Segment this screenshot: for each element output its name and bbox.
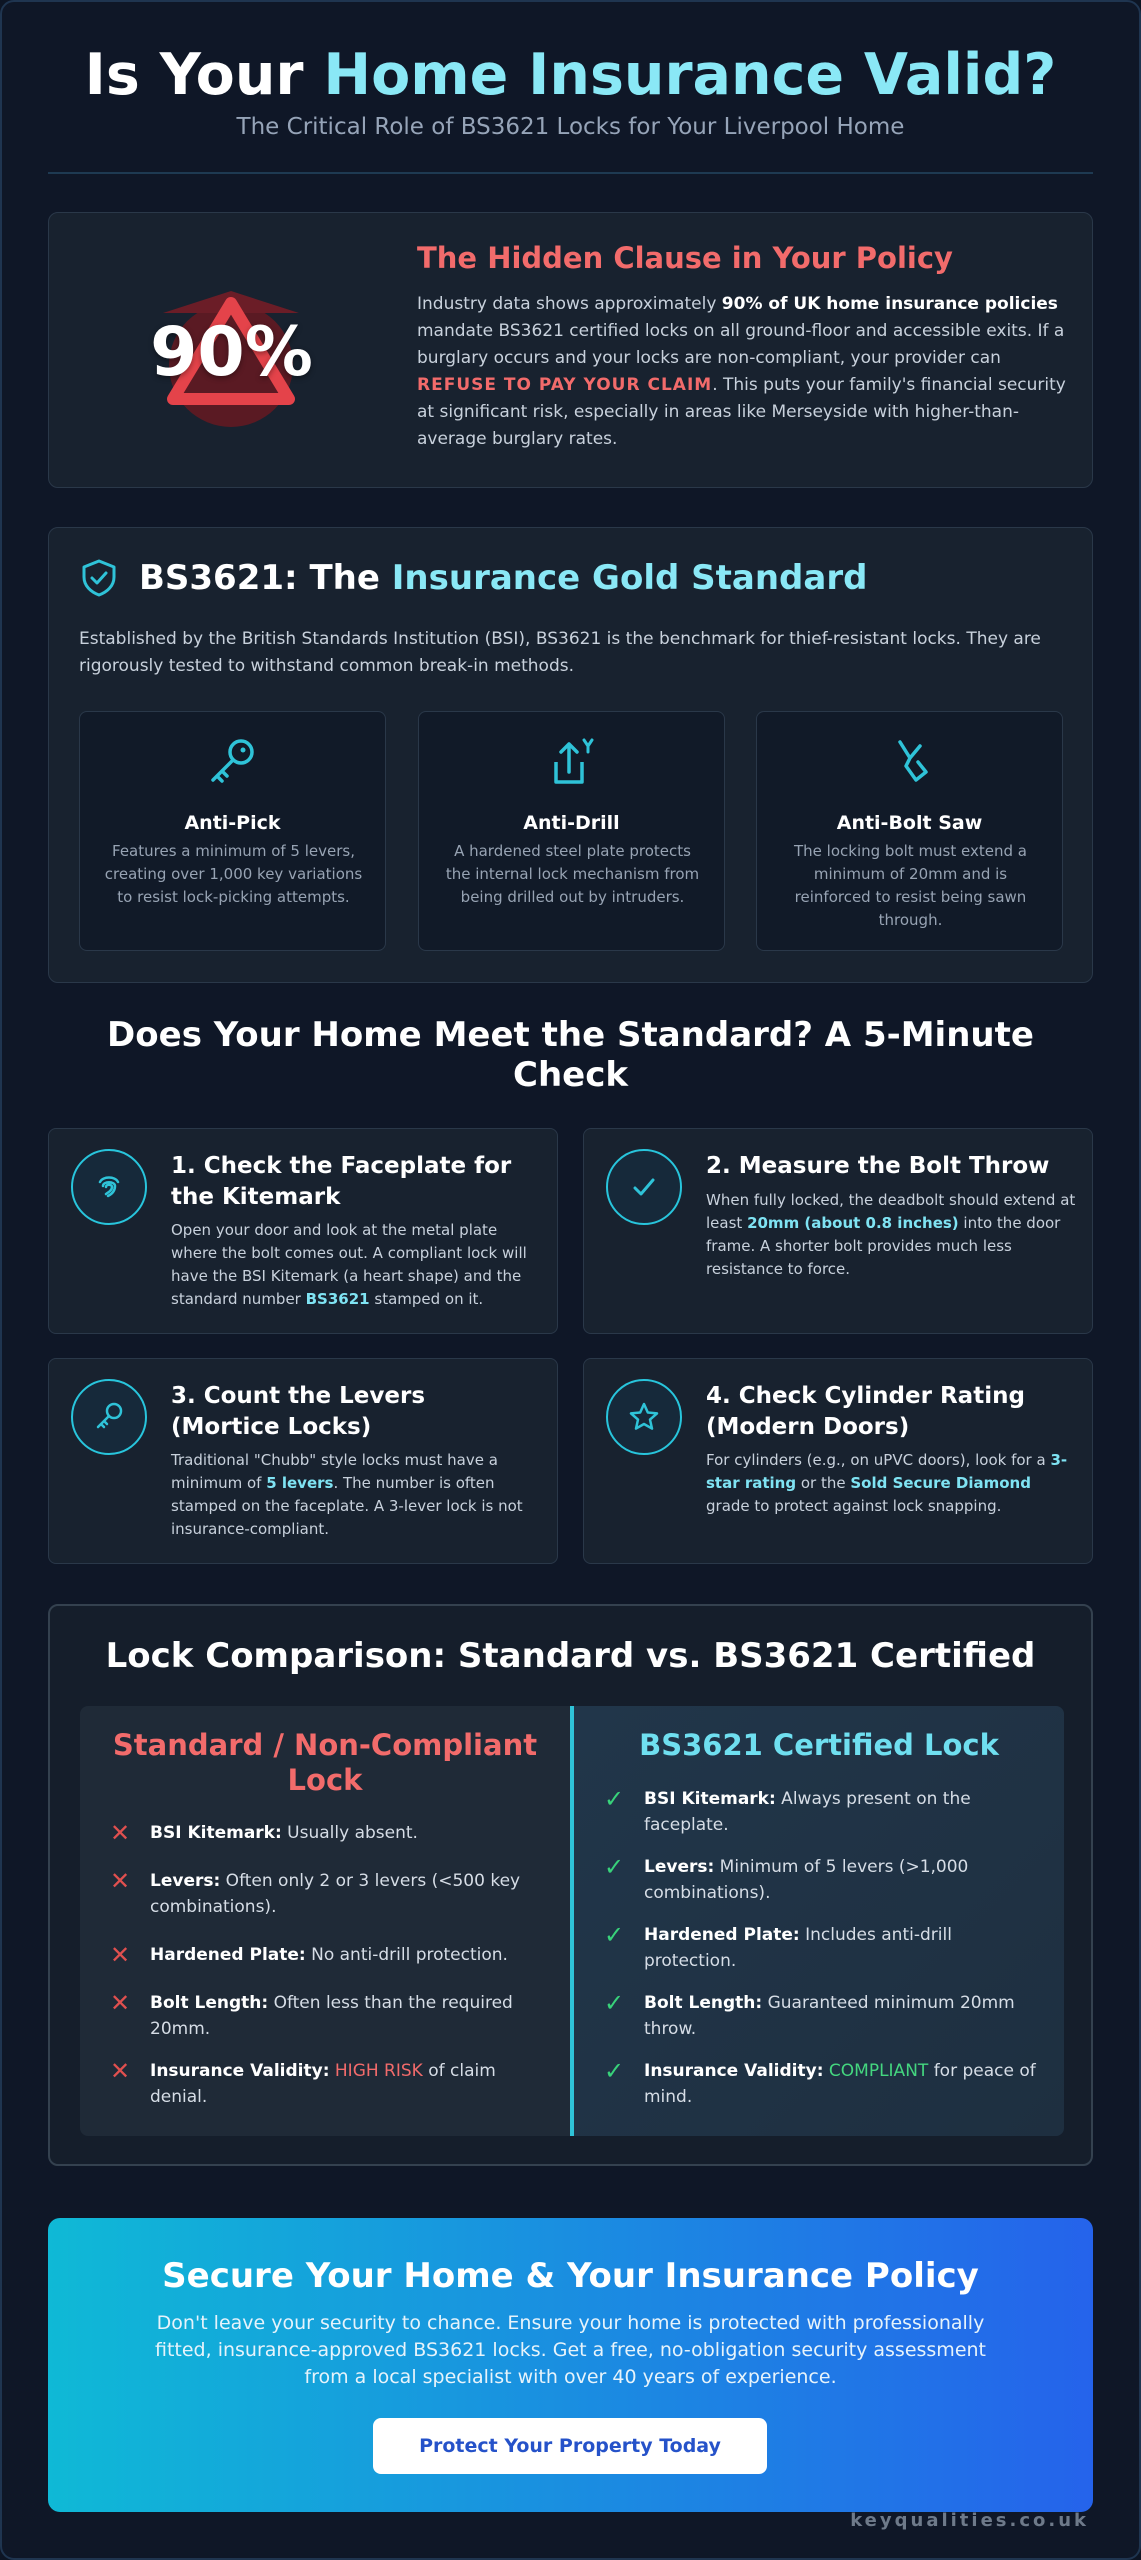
page-subtitle: The Critical Role of BS3621 Locks for Your Liverpool Home <box>236 114 905 140</box>
page-title: Is Your Home Insurance Valid? <box>84 42 1057 108</box>
protect-property-button[interactable]: Protect Your Property Today <box>373 2418 767 2474</box>
saw-icon <box>880 732 940 792</box>
drill-icon <box>542 732 602 792</box>
step-icon-circle <box>606 1379 682 1455</box>
cta-title: Secure Your Home & Your Insurance Policy <box>162 2256 979 2296</box>
bs3621-intro: Established by the British Standards Institution (BSI), BS3621 is the benchmark for thief-resistant locks. They are rigorously tested to withstand common break-in methods. <box>79 629 1041 676</box>
step-title: 1. Check the Faceplate for the Kitemark <box>171 1153 512 1210</box>
comparison-row: ✕ Insurance Validity: HIGH RISK of claim denial. <box>110 2058 550 2110</box>
step-text: When fully locked, the deadbolt should extend at least 20mm (about 0.8 inches) into the door frame. A shorter bolt provides much less resistance to force. <box>706 1191 1076 1278</box>
feature-title: Anti-Pick <box>184 812 281 834</box>
standard-lock-column <box>80 1706 570 2136</box>
cross-icon: ✕ <box>110 1941 131 1969</box>
cta-text: Don't leave your security to chance. Ensure your home is protected with professionally fitted, insurance-approved BS3621 locks. Get a free, no-obligation security assessment from a local specialist with over 40 years of experience. <box>155 2312 986 2388</box>
warning-stat <box>149 273 314 433</box>
step-icon-circle <box>71 1379 147 1455</box>
check-icon: ✓ <box>604 2057 625 2085</box>
cross-icon: ✕ <box>110 1819 131 1847</box>
check-icon: ✓ <box>604 1785 625 1813</box>
check-section-title: Does Your Home Meet the Standard? A 5-Minute Check <box>107 1015 1034 1095</box>
comparison-row: ✓ Insurance Validity: COMPLIANT for peace of mind. <box>604 2058 1044 2110</box>
step-faceplate <box>48 1128 558 1334</box>
check-icon: ✓ <box>604 1853 625 1881</box>
comparison-row: ✕ Levers: Often only 2 or 3 levers (<500 key combinations). <box>110 1868 550 1920</box>
step-title: 3. Count the Levers (Mortice Locks) <box>171 1383 426 1440</box>
step-title: 2. Measure the Bolt Throw <box>706 1153 1050 1179</box>
comparison-row: ✕ BSI Kitemark: Usually absent. <box>110 1819 418 1847</box>
step-cylinder-rating <box>583 1358 1093 1564</box>
step-text: Traditional "Chubb" style locks must have a minimum of 5 levers. The number is often stamped on the faceplate. A 3-lever lock is not insurance-compliant. <box>171 1451 523 1538</box>
star-icon <box>627 1400 661 1434</box>
feature-anti-drill <box>418 711 725 951</box>
shield-check-icon <box>79 558 119 598</box>
cta-banner <box>48 2218 1093 2512</box>
hidden-clause-text: Industry data shows approximately 90% of UK home insurance policies mandate BS3621 certified locks on all ground-floor and accessible exits. If a burglary occurs and your locks are non-compliant, your provider can REFUSE TO PAY YOUR CLAIM. This puts your family's financial security at significant risk, especially in areas like Merseyside with higher-than-average burglary rates. <box>417 294 1066 449</box>
step-bolt-throw <box>583 1128 1093 1334</box>
hidden-clause-card <box>48 212 1093 488</box>
feature-anti-bolt-saw <box>756 711 1063 951</box>
comparison-row: ✓ Levers: Minimum of 5 levers (>1,000 combinations). <box>604 1854 1044 1906</box>
feature-text: A hardened steel plate protects the internal lock mechanism from being drilled out by intruders. <box>445 842 700 906</box>
divider <box>48 172 1093 174</box>
check-icon: ✓ <box>604 1921 625 1949</box>
certified-lock-column <box>574 1706 1064 2136</box>
comparison-title: Lock Comparison: Standard vs. BS3621 Certified <box>105 1636 1036 1676</box>
feature-text: The locking bolt must extend a minimum of 20mm and is reinforced to resist being sawn through. <box>794 842 1027 929</box>
feature-title: Anti-Drill <box>523 812 620 834</box>
comparison-row: ✓ Hardened Plate: Includes anti-drill protection. <box>604 1922 1044 1974</box>
check-icon <box>629 1172 659 1202</box>
comparison-row: ✓ BSI Kitemark: Always present on the faceplate. <box>604 1786 1044 1838</box>
feature-title: Anti-Bolt Saw <box>836 812 983 834</box>
key-icon <box>203 732 263 792</box>
hidden-clause-title: The Hidden Clause in Your Policy <box>417 241 953 275</box>
key-icon <box>92 1400 126 1434</box>
bs3621-card <box>48 527 1093 983</box>
comparison-row: ✕ Bolt Length: Often less than the required 20mm. <box>110 1990 550 2042</box>
step-text: For cylinders (e.g., on uPVC doors), look for a 3-star rating or the Sold Secure Diamond grade to protect against lock snapping. <box>706 1451 1068 1515</box>
feature-text: Features a minimum of 5 levers, creating over 1,000 key variations to resist lock-picking attempts. <box>104 842 363 906</box>
brand-watermark: keyqualities.co.uk <box>850 2510 1089 2531</box>
step-title: 4. Check Cylinder Rating (Modern Doors) <box>706 1383 1025 1440</box>
feature-anti-pick <box>79 711 386 951</box>
column-title: BS3621 Certified Lock <box>639 1728 999 1762</box>
step-icon-circle <box>606 1149 682 1225</box>
comparison-row: ✓ Bolt Length: Guaranteed minimum 20mm throw. <box>604 1990 1044 2042</box>
step-levers <box>48 1358 558 1564</box>
cross-icon: ✕ <box>110 2057 131 2085</box>
cross-icon: ✕ <box>110 1867 131 1895</box>
step-icon-circle <box>71 1149 147 1225</box>
stat-value: 90% <box>150 313 313 392</box>
bs3621-title: BS3621: The Insurance Gold Standard <box>139 558 868 598</box>
check-icon: ✓ <box>604 1989 625 2017</box>
hero <box>48 40 1093 140</box>
step-text: Open your door and look at the metal plate where the bolt comes out. A compliant lock will have the BSI Kitemark (a heart shape) and the standard number BS3621 stamped on it. <box>171 1221 527 1308</box>
column-title: Standard / Non-Compliant Lock <box>112 1728 538 1797</box>
comparison-card <box>48 1604 1093 2166</box>
comparison-row: ✕ Hardened Plate: No anti-drill protection. <box>110 1941 508 1969</box>
cross-icon: ✕ <box>110 1989 131 2017</box>
fingerprint-icon <box>94 1172 124 1202</box>
